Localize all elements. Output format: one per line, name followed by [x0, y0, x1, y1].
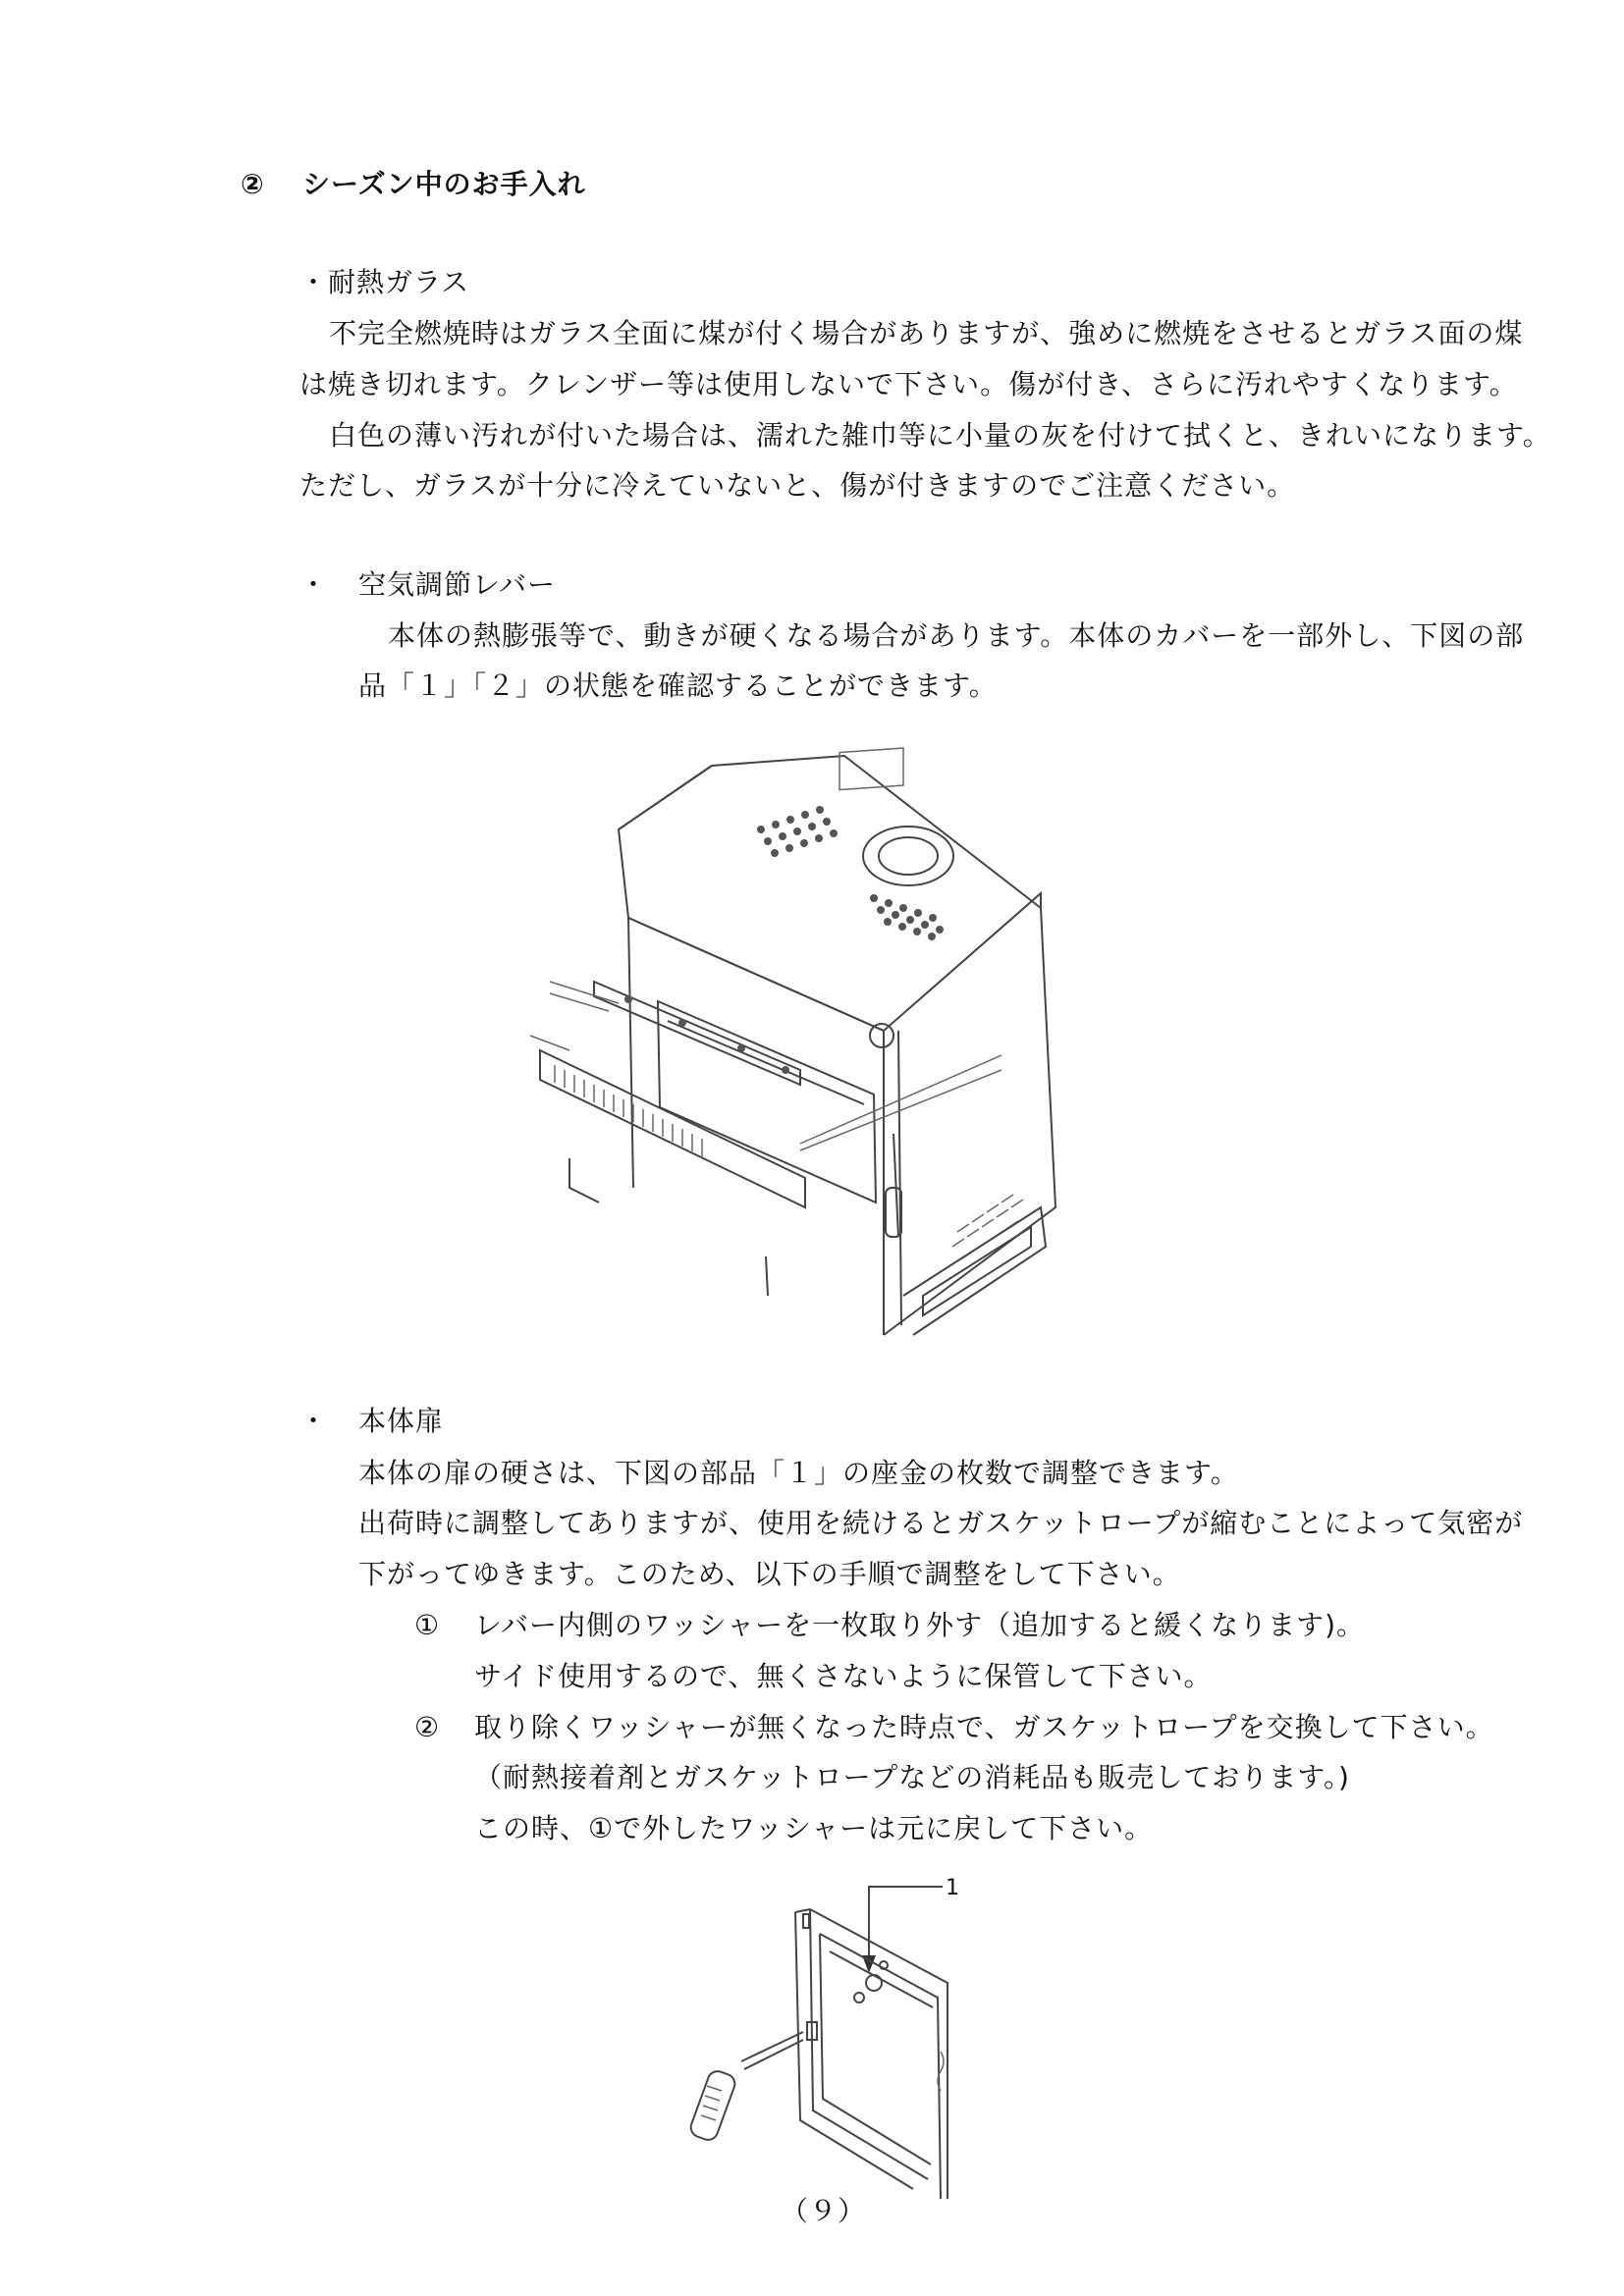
step-2-line-2: （耐熱接着剤とガスケットロープなどの消耗品も販売しております。)	[474, 1761, 1350, 1793]
door-line-1: 本体の扉の硬さは、下図の部品「１」の座金の枚数で調整できます。	[358, 1457, 1239, 1489]
air-lever-line-1: 本体の熱膨張等で、動きが硬くなる場合があります。本体のカバーを一部外し、下図の部	[388, 619, 1525, 652]
door-line-3: 下がってゆきます。このため、以下の手順で調整をして下さい。	[358, 1558, 1181, 1590]
callout-label-1: 1	[946, 1876, 960, 1900]
step-2-line-1: 取り除くワッシャーが無くなった時点で、ガスケットロープを交換して下さい。	[474, 1711, 1494, 1743]
glass-line-2: は焼き切れます。クレンザー等は使用しないで下さい。傷が付き、さらに汚れやすくなります。	[299, 368, 1518, 400]
air-lever-heading: 空気調節レバー	[358, 568, 557, 601]
step-2-line-3: この時、①で外したワッシャーは元に戻して下さい。	[474, 1812, 1154, 1844]
section-title: シーズン中のお手入れ	[302, 168, 586, 200]
glass-line-4: ただし、ガラスが十分に冷えていないと、傷が付きますのでご注意ください。	[299, 469, 1296, 502]
door-heading: 本体扉	[358, 1405, 445, 1437]
glass-line-3: 白色の薄い汚れが付いた場合は、濡れた雑巾等に小量の灰を付けて拭くと、きれいになります。	[329, 419, 1551, 452]
step-1-number: ①	[414, 1609, 441, 1641]
air-lever-line-2: 品「１」「２」の状態を確認することができます。	[358, 669, 998, 702]
step-1-line-1: レバー内側のワッシャーを一枚取り外す（追加すると緩くなります)。	[474, 1609, 1366, 1641]
step-2-number: ②	[414, 1711, 441, 1743]
door-washer-diagram	[687, 1875, 1001, 2209]
air-lever-bullet: ・	[299, 568, 329, 601]
page-number: （９）	[781, 2195, 867, 2227]
section-number: ②	[241, 168, 265, 200]
door-line-2: 出荷時に調整してありますが、使用を続けるとガスケットロープが縮むことによって気密が	[358, 1507, 1524, 1539]
step-1-line-2: サイド使用するので、無くさないように保管して下さい。	[474, 1660, 1213, 1692]
glass-line-1: 不完全燃焼時はガラス全面に煤が付く場合がありますが、強めに燃焼をさせるとガラス面の煤	[329, 317, 1524, 349]
door-bullet: ・	[299, 1405, 329, 1437]
glass-heading: ・耐熱ガラス	[299, 266, 470, 298]
stove-exploded-diagram	[511, 746, 1060, 1355]
